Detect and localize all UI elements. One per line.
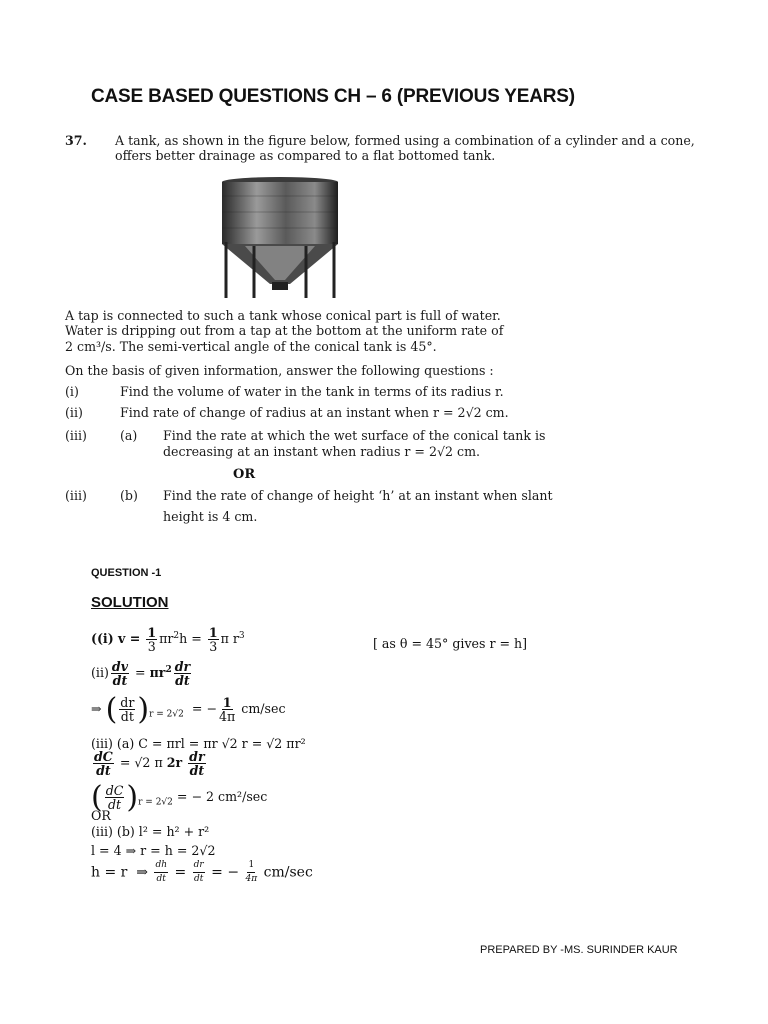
solution-line-2: (ii) $\frac{dv}{dt}$ = $\pi r^2$ $\frac{dr}{dt}$ xyxy=(91,659,191,688)
or-divider: OR xyxy=(233,467,256,482)
question-label: QUESTION -1 xyxy=(91,567,162,579)
solution-or: OR xyxy=(91,808,111,823)
part-sublabel: (b) xyxy=(120,488,138,503)
part-text: Find the rate of change of height ‘h’ at an instant when slant xyxy=(163,488,553,503)
solution-heading: SOLUTION xyxy=(91,594,169,611)
solution-line-3: ⇒ ( $\frac{dr}{dt}$ )$_{r = 2√2}$ = − $\frac{1}{4\pi}$ cm/sec xyxy=(91,692,286,727)
solution-line-1: ((i) v = $\frac{1}{3}$ $\pi r^2h$ = $\frac{1}{3}$ π $r^3$ xyxy=(91,625,245,654)
part-label: (iii) xyxy=(65,488,87,503)
page-title: CASE BASED QUESTIONS CH – 6 (PREVIOUS YEARS) xyxy=(91,86,575,107)
solution-line-6: ( $\frac{dC}{dt}$ )$_{r = 2√2}$ = − 2 cm²/sec xyxy=(91,780,268,815)
question-intro: A tank, as shown in the figure below, formed using a combination of a cylinder and a cone, offers better drainage as compared to a flat bottomed tank. xyxy=(115,133,695,163)
solution-line-8: l = 4 ⇒ r = h = 2√2 xyxy=(91,843,216,858)
paragraph-line-1: A tap is connected to such a tank whose conical part is full of water. xyxy=(65,308,501,323)
part-text: Find the volume of water in the tank in terms of its radius r. xyxy=(120,384,504,399)
solution-line-9: h = r ⇒ $\frac{dh}{dt}$ = $\frac{dr}{dt}$ = − $\frac{1}{4\pi}$ cm/sec xyxy=(91,860,313,884)
part-text-cont: height is 4 cm. xyxy=(163,509,258,524)
solution-line-4: (iii) (a) C = πrl = πr √2 r = √2 πr² xyxy=(91,736,306,751)
paragraph-line-3: 2 cm³/s. The semi-vertical angle of the conical tank is 45°. xyxy=(65,339,437,354)
part-text-cont: decreasing at an instant when radius r = 2√2 cm. xyxy=(163,444,481,459)
footer-credit: PREPARED BY -MS. SURINDER KAUR xyxy=(480,944,678,956)
part-text: Find rate of change of radius at an instant when r = 2√2 cm. xyxy=(120,405,509,420)
tank-figure xyxy=(210,176,350,302)
part-sublabel: (a) xyxy=(120,428,138,443)
part-label: (iii) xyxy=(65,428,87,443)
solution-note: [ as θ = 45° gives r = h] xyxy=(373,636,528,651)
part-text: Find the rate at which the wet surface of the conical tank is xyxy=(163,428,546,443)
solution-line-7: (iii) (b) l² = h² + r² xyxy=(91,824,210,839)
part-label: (ii) xyxy=(65,405,83,420)
paragraph-line-2: Water is dripping out from a tap at the bottom at the uniform rate of xyxy=(65,323,504,338)
solution-line-5: $\frac{dC}{dt}$ = √2 π 2r $\frac{dr}{dt}$ xyxy=(94,749,205,778)
basis-text: On the basis of given information, answer the following questions : xyxy=(65,363,494,378)
question-number: 37. xyxy=(65,133,87,148)
part-label: (i) xyxy=(65,384,79,399)
